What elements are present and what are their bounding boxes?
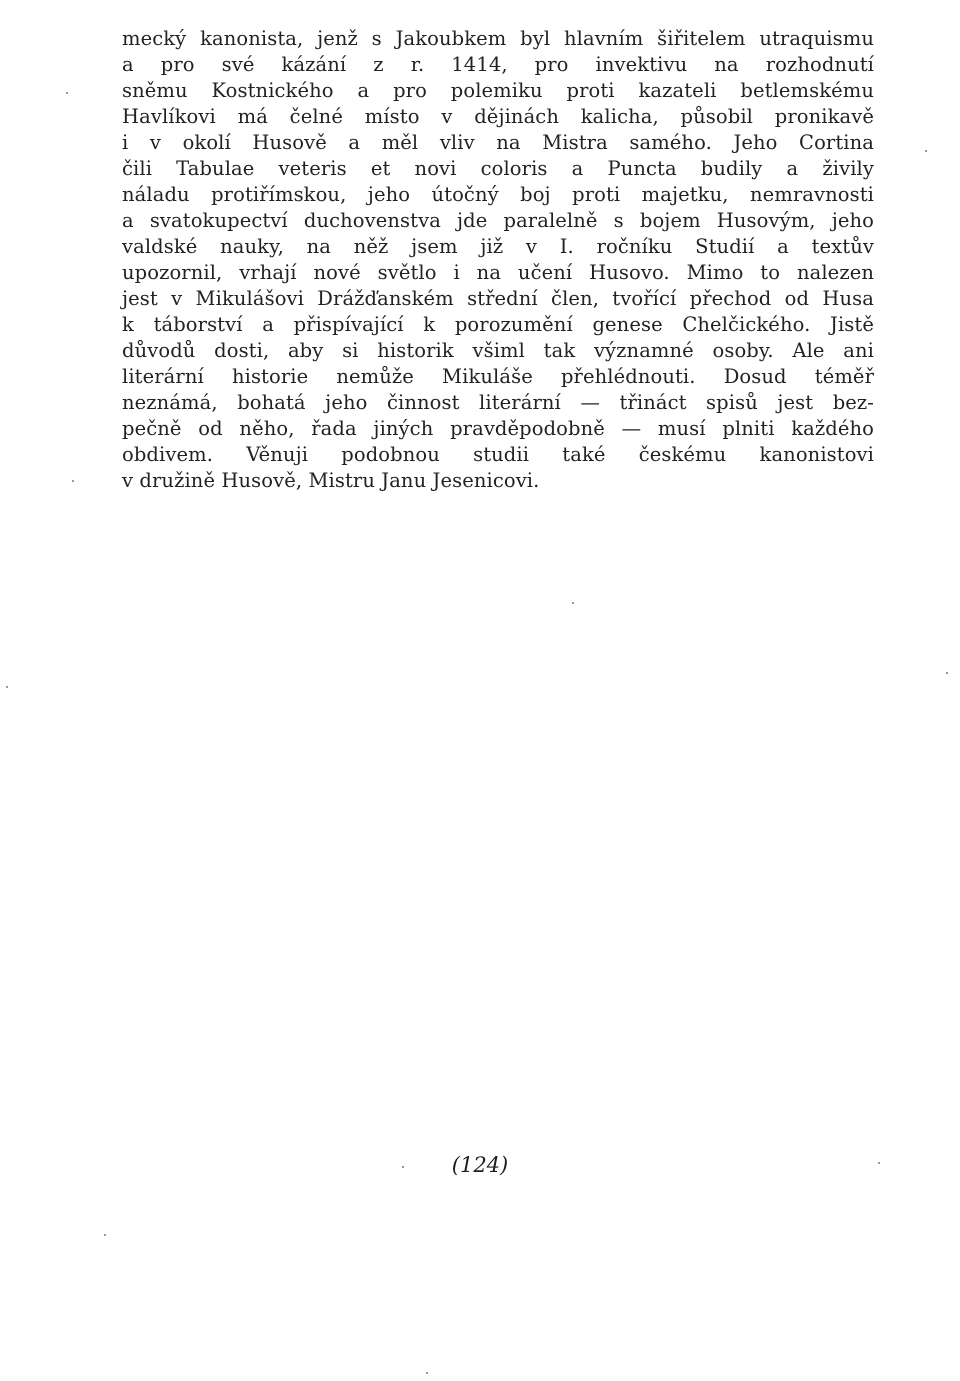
text-line: literární historie nemůže Mikuláše přehlédnouti. Dosud téměř [122,365,874,388]
text-line: a svatokupectví duchovenstva jde paralelně s bojem Husovým, jeho [122,209,874,232]
text-line: důvodů dosti, aby si historik všiml tak významné osoby. Ale ani [122,339,874,362]
text-line: k táborství a přispívající k porozumění genese Chelčického. Jistě [122,313,874,336]
scan-speck [925,150,927,152]
scan-speck [6,686,8,688]
text-line: jest v Mikulášovi Drážďanském střední člen, tvořící přechod od Husa [122,287,874,310]
scan-speck [572,602,574,604]
scan-speck [66,92,68,94]
text-line: obdivem. Věnuji podobnou studii také českému kanonistovi [122,443,874,466]
text-line: náladu protiřímskou, jeho útočný boj proti majetku, nemravnosti [122,183,874,206]
text-line: i v okolí Husově a měl vliv na Mistra samého. Jeho Cortina [122,131,874,154]
text-line: Havlíkovi má čelné místo v dějinách kalicha, působil pronikavě [122,105,874,128]
scan-speck [946,672,948,674]
text-line: a pro své kázání z r. 1414, pro invektivu na rozhodnutí [122,53,874,76]
scan-speck [402,1166,404,1168]
scan-speck [72,480,74,482]
text-line: sněmu Kostnického a pro polemiku proti kazateli betlemskému [122,79,874,102]
text-line: valdské nauky, na něž jsem již v I. ročníku Studií a textův [122,235,874,258]
text-line: mecký kanonista, jenž s Jakoubkem byl hlavním šiřitelem utraquismu [122,27,874,50]
text-line: neznámá, bohatá jeho činnost literární — třináct spisů jest bez- [122,391,874,414]
scan-speck [426,1372,428,1374]
body-text [122,26,874,494]
text-line: pečně od něho, řada jiných pravděpodobně — musí plniti každého [122,417,874,440]
page-number: (124) [451,1153,509,1177]
text-line: upozornil, vrhají nové světlo i na učení Husovo. Mimo to nalezen [122,261,874,284]
scan-speck [104,1234,106,1236]
scan-speck [878,1162,880,1164]
text-line: v družině Husově, Mistru Janu Jesenicovi. [122,469,540,492]
text-line: čili Tabulae veteris et novi coloris a Puncta budily a živily [122,157,874,180]
